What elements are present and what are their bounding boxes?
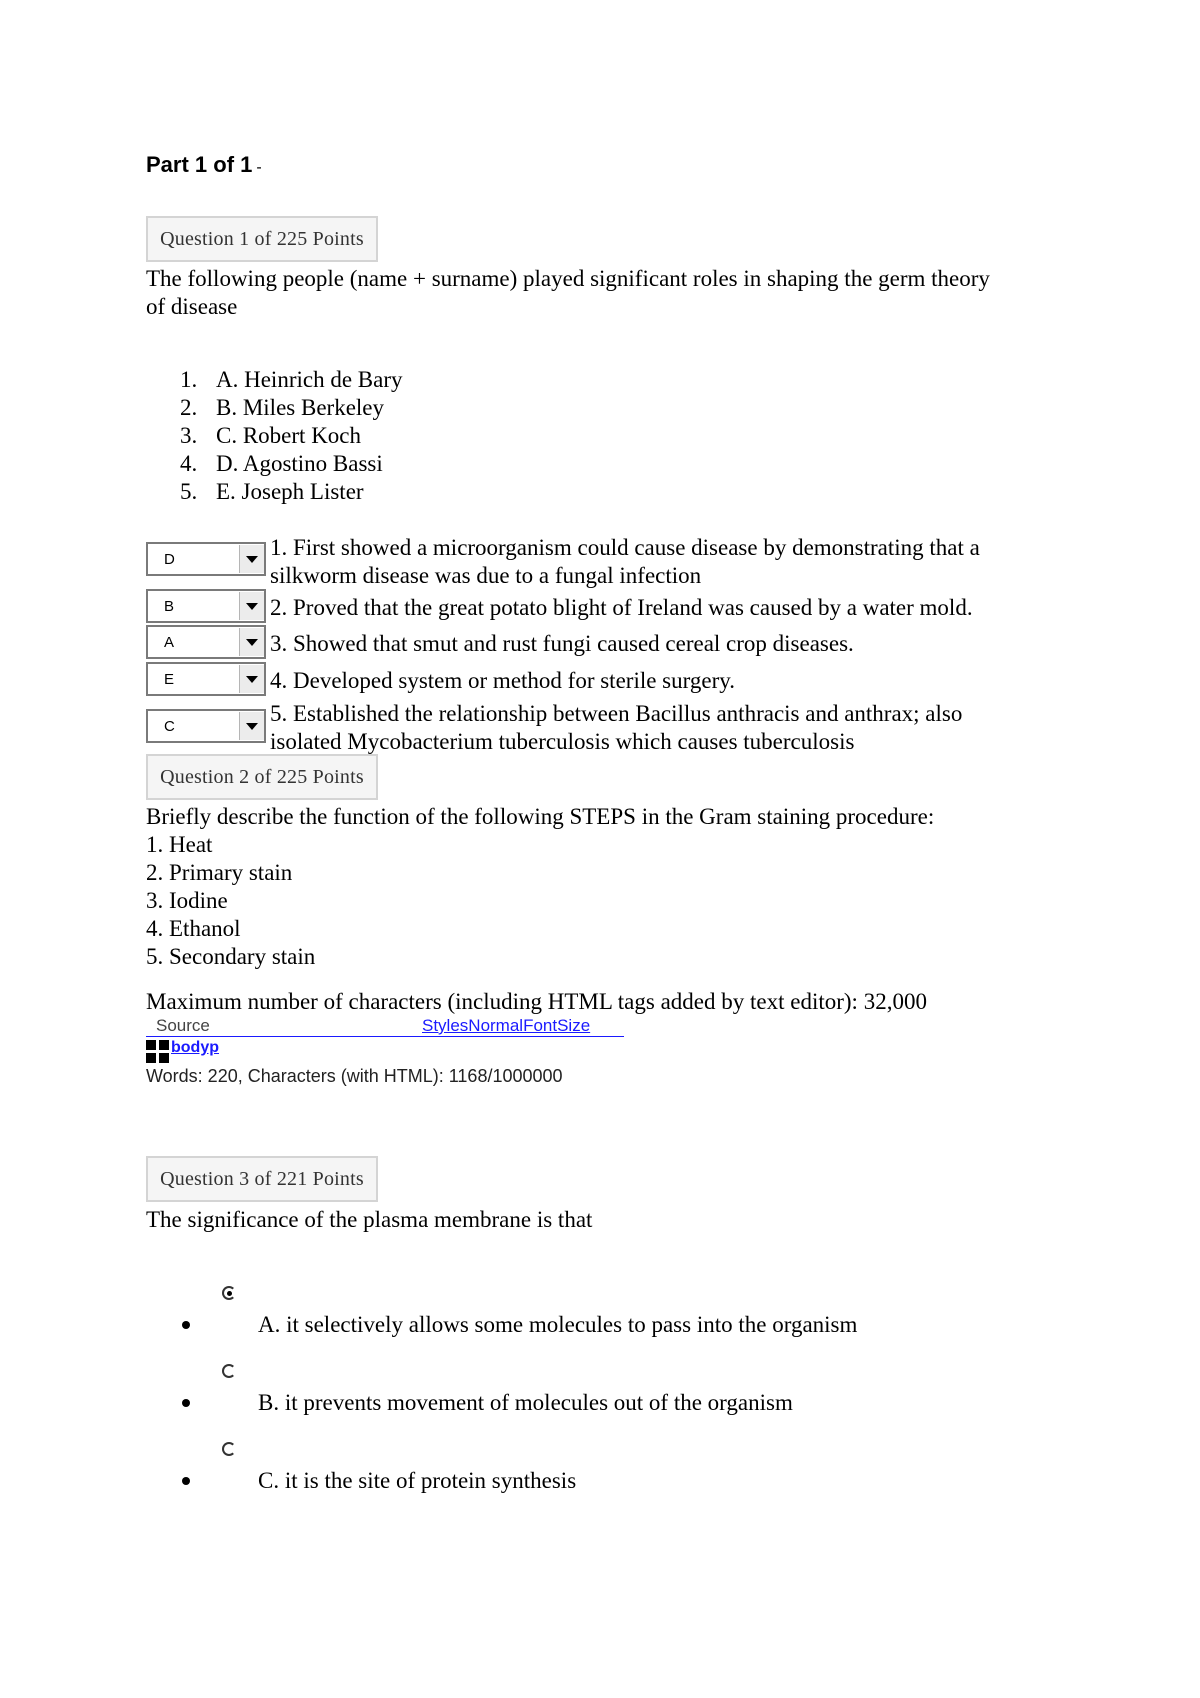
word-count: Words: 220, Characters (with HTML): 1168/1000000	[146, 1066, 563, 1086]
bullet-icon	[182, 1321, 190, 1329]
match-statement-line: isolated Mycobacterium tuberculosis which causes tuberculosis	[270, 729, 855, 754]
list-item: 2. Primary stain	[146, 860, 293, 885]
editor-grip-icon	[146, 1053, 156, 1063]
match-select-value: C	[164, 717, 175, 735]
match-select-value: E	[164, 670, 175, 688]
question-2-header: Question 2 of 225 Points	[146, 754, 378, 800]
chevron-down-icon[interactable]	[239, 628, 264, 656]
part-title	[146, 152, 262, 178]
chevron-down-icon[interactable]	[239, 665, 264, 693]
max-characters-note: Maximum number of characters (including HTML tags added by text editor): 32,000	[146, 989, 927, 1014]
list-item: 4. Ethanol	[146, 916, 241, 941]
editor-grip-icon	[159, 1040, 169, 1050]
list-item: 5. Secondary stain	[146, 944, 316, 969]
match-select-value: B	[164, 597, 175, 615]
option-a-label: A. it selectively allows some molecules to pass into the organism	[258, 1312, 858, 1337]
match-statement-1	[270, 534, 1050, 590]
match-select-3[interactable]	[146, 625, 266, 659]
question-1-prompt	[146, 265, 1066, 321]
match-select-value: D	[164, 550, 175, 568]
radio-option-a[interactable]	[222, 1286, 236, 1300]
bullet-icon	[182, 1477, 190, 1485]
chevron-down-icon[interactable]	[239, 545, 264, 573]
match-select-5[interactable]	[146, 709, 266, 743]
match-select-value: A	[164, 633, 175, 651]
gram-steps-list	[146, 831, 315, 971]
match-select-4[interactable]	[146, 662, 266, 696]
match-statement-line: 5. Established the relationship between Bacillus anthracis and anthrax; also	[270, 701, 963, 726]
question-3-prompt: The significance of the plasma membrane is that	[146, 1207, 593, 1232]
list-item: 1. Heat	[146, 832, 213, 857]
option-b-label: B. it prevents movement of molecules out of the organism	[258, 1390, 793, 1415]
list-item: 2. B. Miles Berkeley	[180, 395, 384, 420]
chevron-down-icon[interactable]	[239, 712, 264, 740]
question-1-prompt-line: The following people (name + surname) played significant roles in shaping the germ theory	[146, 266, 990, 291]
editor-grip-icon	[159, 1053, 169, 1063]
element-path-link[interactable]: bodyp	[171, 1039, 219, 1056]
styles-menu[interactable]: StylesNormalFontSize	[422, 1016, 591, 1035]
list-item: 1. A. Heinrich de Bary	[180, 367, 403, 392]
bullet-icon	[182, 1399, 190, 1407]
match-select-1[interactable]	[146, 542, 266, 576]
match-statement-3: 3. Showed that smut and rust fungi caused cereal crop diseases.	[270, 631, 854, 656]
list-item: 3. Iodine	[146, 888, 228, 913]
match-statement-2: 2. Proved that the great potato blight of Ireland was caused by a water mold.	[270, 595, 973, 620]
list-item: 4. D. Agostino Bassi	[180, 451, 383, 476]
list-item: 5. E. Joseph Lister	[180, 479, 364, 504]
question-2-prompt: Briefly describe the function of the following STEPS in the Gram staining procedure:	[146, 804, 935, 829]
part-title-dash: -	[256, 159, 262, 176]
people-list	[180, 366, 403, 506]
question-1-prompt-line: of disease	[146, 294, 238, 319]
chevron-down-icon[interactable]	[239, 592, 264, 620]
part-title-text: Part 1 of 1	[146, 152, 253, 177]
match-select-2[interactable]	[146, 589, 266, 623]
editor-grip-icon	[146, 1040, 156, 1050]
option-c-label: C. it is the site of protein synthesis	[258, 1468, 577, 1493]
list-item: 3. C. Robert Koch	[180, 423, 362, 448]
match-statement-line: silkworm disease was due to a fungal infection	[270, 563, 702, 588]
source-button[interactable]: Source	[156, 1016, 210, 1035]
question-1-header: Question 1 of 225 Points	[146, 216, 378, 262]
question-3-header: Question 3 of 221 Points	[146, 1156, 378, 1202]
radio-option-c[interactable]	[222, 1442, 236, 1456]
match-statement-4: 4. Developed system or method for sterile surgery.	[270, 668, 735, 693]
match-statement-line: 1. First showed a microorganism could cause disease by demonstrating that a	[270, 535, 980, 560]
radio-option-b[interactable]	[222, 1364, 236, 1378]
match-statement-5	[270, 700, 1050, 756]
editor-toolbar	[146, 1016, 624, 1037]
